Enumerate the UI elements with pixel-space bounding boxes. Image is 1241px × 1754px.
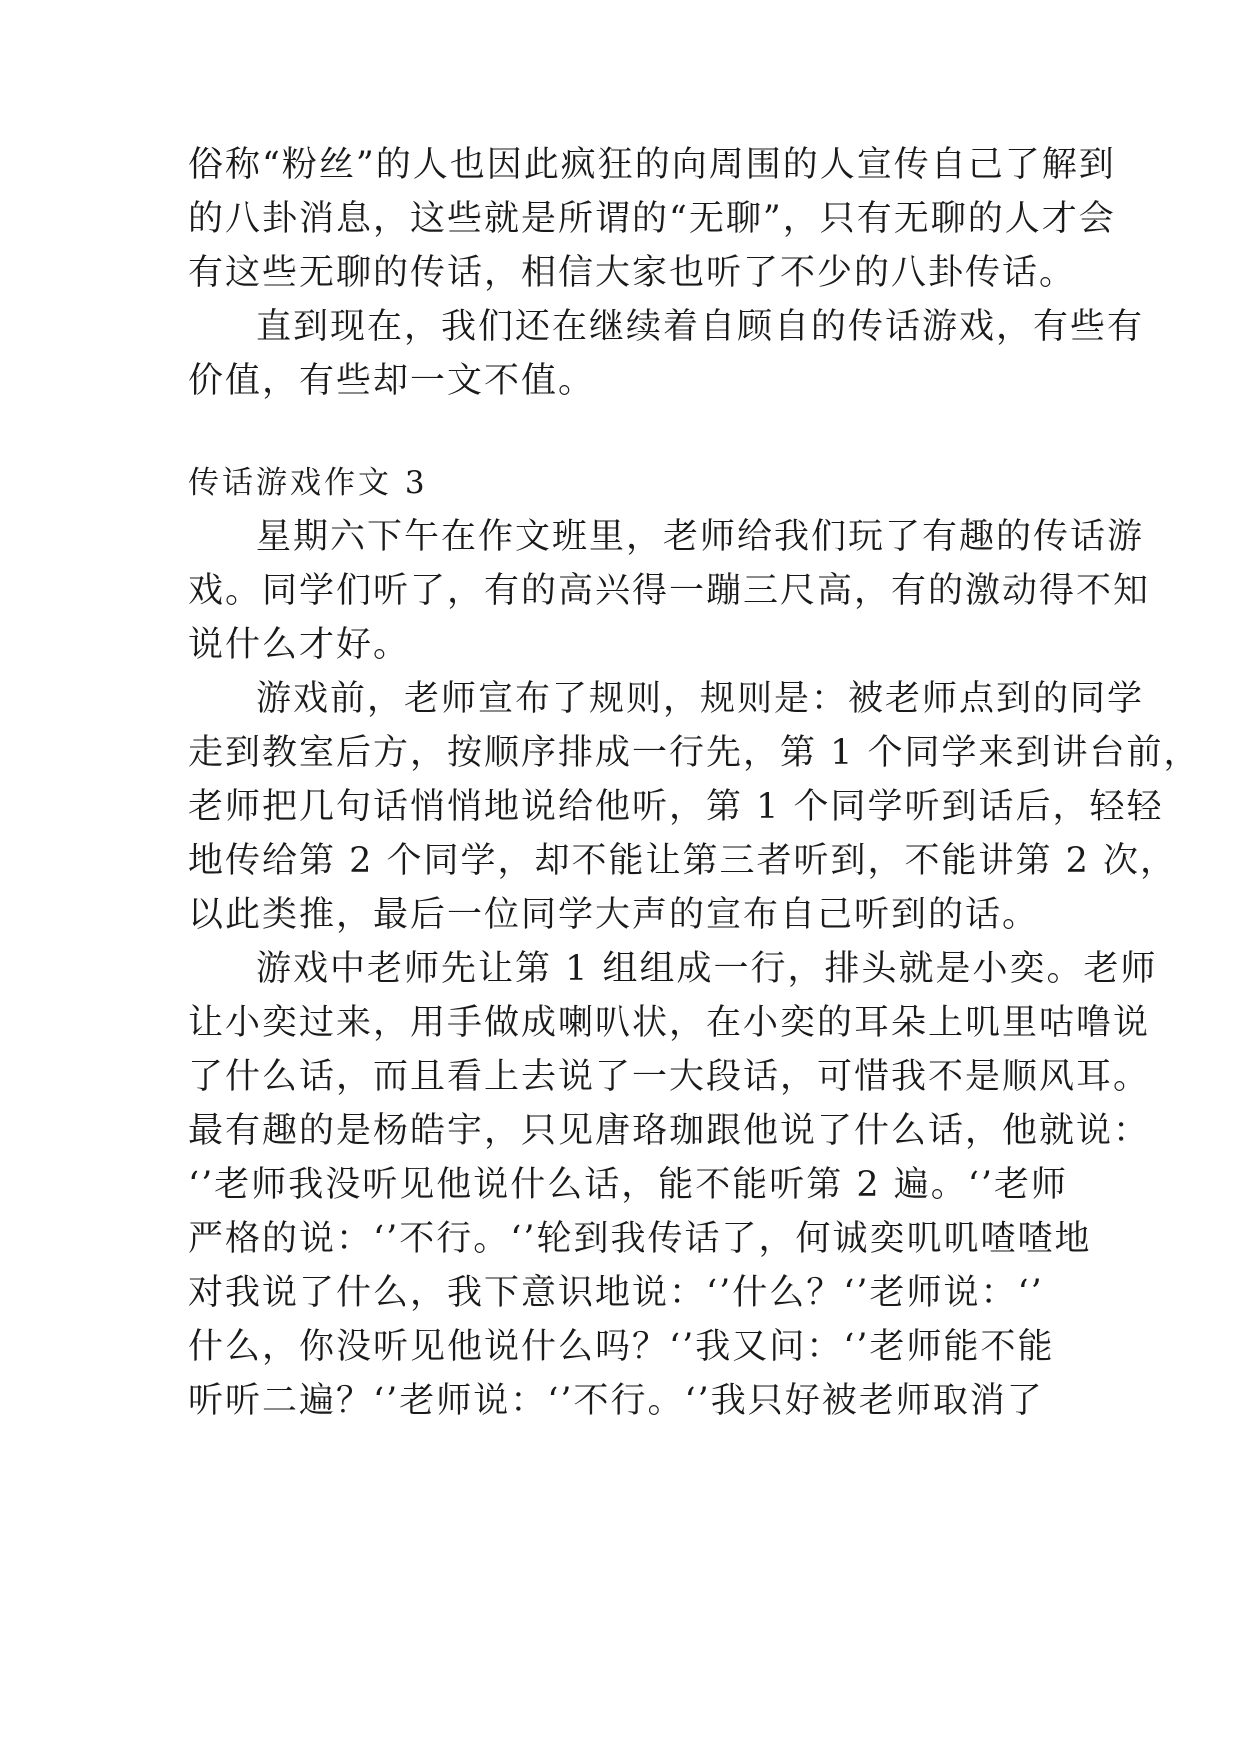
paragraph-line: 严格的说：‘’不行。‘’轮到我传话了，何诚奕叽叽喳喳地 bbox=[188, 1219, 1092, 1259]
paragraph-line: 有这些无聊的传话，相信大家也听了不少的八卦传话。 bbox=[188, 253, 1077, 293]
paragraph-line: 走到教室后方，按顺序排成一行先，第 1 个同学来到讲台前， bbox=[188, 733, 1201, 773]
paragraph-line: 什么，你没听见他说什么吗？‘’我又问：‘’老师能不能 bbox=[188, 1327, 1055, 1367]
section-heading: 传话游戏作文 3 bbox=[188, 465, 428, 501]
paragraph-line: 最有趣的是杨皓宇，只见唐珞珈跟他说了什么话，他就说： bbox=[188, 1111, 1151, 1151]
paragraph-line: 价值，有些却一文不值。 bbox=[188, 361, 596, 401]
paragraph-line: 地传给第 2 个同学，却不能让第三者听到，不能讲第 2 次， bbox=[188, 841, 1178, 881]
paragraph-line: 对我说了什么，我下意识地说：‘’什么？‘’老师说：‘’ bbox=[188, 1273, 1044, 1313]
paragraph-line: 游戏前，老师宣布了规则，规则是：被老师点到的同学 bbox=[256, 679, 1145, 719]
paragraph-line: 游戏中老师先让第 1 组组成一行，排头就是小奕。老师 bbox=[256, 949, 1158, 989]
paragraph-line: 星期六下午在作文班里，老师给我们玩了有趣的传话游 bbox=[256, 517, 1145, 557]
paragraph-line: 了什么话，而且看上去说了一大段话，可惜我不是顺风耳。 bbox=[188, 1057, 1151, 1097]
paragraph-line: 直到现在，我们还在继续着自顾自的传话游戏，有些有 bbox=[256, 307, 1145, 347]
paragraph-line: 的八卦消息，这些就是所谓的“无聊”，只有无聊的人才会 bbox=[188, 199, 1116, 239]
paragraph-line: 说什么才好。 bbox=[188, 625, 411, 665]
paragraph-line: 听听二遍？‘’老师说：‘’不行。‘’我只好被老师取消了 bbox=[188, 1381, 1044, 1421]
paragraph-line: 老师把几句话悄悄地说给他听，第 1 个同学听到话后，轻轻 bbox=[188, 787, 1164, 827]
paragraph-line: 让小奕过来，用手做成喇叭状，在小奕的耳朵上叽里咕噜说 bbox=[188, 1003, 1151, 1043]
paragraph-line: 戏。同学们听了，有的高兴得一蹦三尺高，有的激动得不知 bbox=[188, 571, 1151, 611]
paragraph-line: 以此类推，最后一位同学大声的宣布自己听到的话。 bbox=[188, 895, 1040, 935]
paragraph-line: ‘’老师我没听见他说什么话，能不能听第 2 遍。‘’老师 bbox=[188, 1165, 1069, 1205]
paragraph-line: 俗称“粉丝”的人也因此疯狂的向周围的人宣传自己了解到 bbox=[188, 145, 1116, 185]
